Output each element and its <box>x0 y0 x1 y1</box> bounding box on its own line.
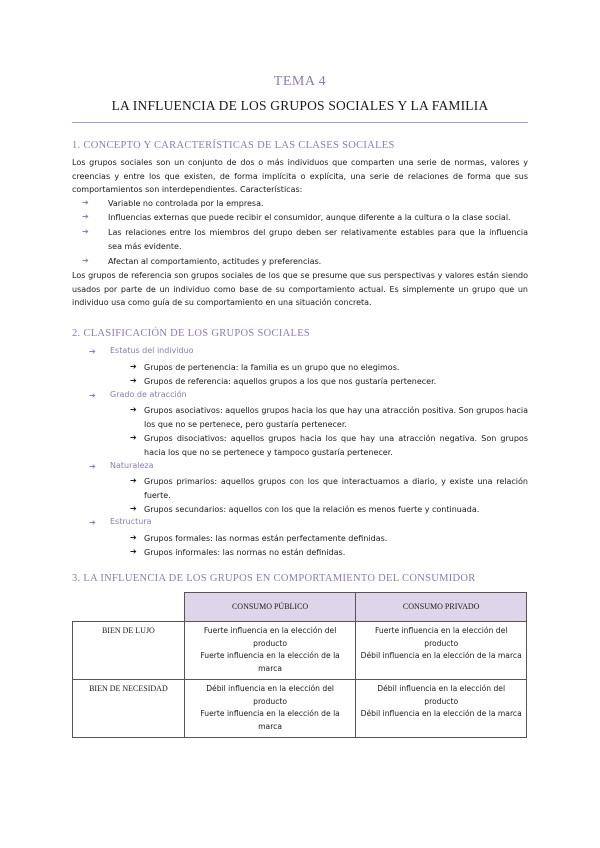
table-header-public: CONSUMO PÚBLICO <box>184 593 356 622</box>
category-label: Estatus del individuo <box>110 346 194 355</box>
category-item: Grupos disociativos: aquellos grupos hacia los que hay una atracción negativa. Son grupos hacia los que no se pertenece y tampoco gustaría pertenecer. <box>144 434 528 457</box>
arrow-right-icon: ➔ <box>89 518 96 527</box>
cell-line: Fuerte influencia en la elección de la marca <box>200 709 340 731</box>
category-label: Estructura <box>110 517 152 526</box>
section-2-heading: 2. CLASIFICACIÓN DE LOS GRUPOS SOCIALES <box>72 328 311 339</box>
category-item: Grupos asociativos: aquellos grupos hacia los que hay una atracción positiva. Son grupos hacia los que no se pertenece, pero gustaría pertenecer. <box>144 406 528 429</box>
table-cell <box>184 622 356 680</box>
section-1-heading: 1. CONCEPTO Y CARACTERÍSTICAS DE LAS CLASES SOCIALES <box>72 140 395 151</box>
cell-line: Fuerte influencia en la elección del producto <box>374 626 508 648</box>
category-item: Grupos secundarios: aquellos con los que la relación es menos fuerte y continuada. <box>144 505 480 514</box>
section-1-bullet: Las relaciones entre los miembros del grupo deben ser relativamente estables para que la influencia sea más evidente. <box>108 228 528 251</box>
cell-line: Fuerte influencia en la elección del producto <box>203 626 337 648</box>
arrow-right-icon: ➔ <box>130 504 137 513</box>
page-subtitle: LA INFLUENCIA DE LOS GRUPOS SOCIALES Y LA FAMILIA <box>111 98 489 113</box>
category-item: Grupos de referencia: aquellos grupos a los que nos gustaría pertenecer. <box>144 377 437 386</box>
category-item: Grupos primarios: aquellos grupos con los que interactuamos a diario, y existe una relación fuerte. <box>144 477 528 500</box>
category-item: Grupos formales: las normas están perfectamente definidas. <box>144 534 388 543</box>
cell-line: Débil influencia en la elección de la marca <box>360 709 522 718</box>
cell-line: Débil influencia en la elección del producto <box>377 684 506 706</box>
section-1-bullet: Variable no controlada por la empresa. <box>108 199 264 208</box>
section-1-closing: Los grupos de referencia son grupos sociales de los que se presume que sus perspectivas y valores están siendo usados por parte de un individuo como base de su comportamiento actual. Es simplemente un grupo que un individuo usa como guía de su comportamiento en una situación concreta. <box>72 271 528 308</box>
section-1-bullet: Afectan al comportamiento, actitudes y preferencias. <box>108 257 322 266</box>
category-item: Grupos de pertenencia: la familia es un grupo que no elegimos. <box>144 363 400 372</box>
section-1-bullet: Influencias externas que puede recibir el consumidor, aunque diferente a la cultura o la clase social. <box>108 213 511 222</box>
section-3-heading: 3. LA INFLUENCIA DE LOS GRUPOS EN COMPORTAMIENTO DEL CONSUMIDOR <box>72 573 476 584</box>
arrow-right-icon: ➔ <box>130 533 137 542</box>
arrow-right-icon: ➔ <box>130 376 137 385</box>
table-corner-cell <box>73 593 185 622</box>
arrow-right-icon: ➔ <box>130 476 137 485</box>
table-cell <box>356 680 527 738</box>
arrow-right-icon: ➔ <box>89 462 96 471</box>
cell-line: Débil influencia en la elección de la marca <box>360 651 522 660</box>
table-header-private: CONSUMO PRIVADO <box>356 593 527 622</box>
arrow-right-icon: ➔ <box>82 212 89 221</box>
arrow-right-icon: ➔ <box>130 547 137 556</box>
table-row-header: BIEN DE NECESIDAD <box>73 680 185 738</box>
page-title: TEMA 4 <box>273 74 327 89</box>
arrow-right-icon: ➔ <box>82 256 89 265</box>
table-cell <box>184 680 356 738</box>
table-cell <box>356 622 527 680</box>
cell-line: Débil influencia en la elección del producto <box>206 684 334 706</box>
arrow-right-icon: ➔ <box>82 227 89 236</box>
arrow-right-icon: ➔ <box>89 347 96 356</box>
table-row-header: BIEN DE LUJO <box>73 622 185 680</box>
category-item: Grupos informales: las normas no están definidas. <box>144 548 346 557</box>
category-label: Naturaleza <box>110 461 154 470</box>
section-1-intro: Los grupos sociales son un conjunto de dos o más individuos que comparten una serie de normas, valores y creencias y entre los que existen, de forma implícita o explícita, una serie de relaciones de forma que sus comportamientos son interdependientes. Características: <box>72 158 528 195</box>
influence-table <box>72 592 527 738</box>
category-label: Grado de atracción <box>110 390 187 399</box>
arrow-right-icon: ➔ <box>130 362 137 371</box>
arrow-right-icon: ➔ <box>89 391 96 400</box>
arrow-right-icon: ➔ <box>82 198 89 207</box>
title-divider <box>72 122 528 123</box>
arrow-right-icon: ➔ <box>130 405 137 414</box>
cell-line: Fuerte influencia en la elección de la marca <box>200 651 340 673</box>
arrow-right-icon: ➔ <box>130 433 137 442</box>
